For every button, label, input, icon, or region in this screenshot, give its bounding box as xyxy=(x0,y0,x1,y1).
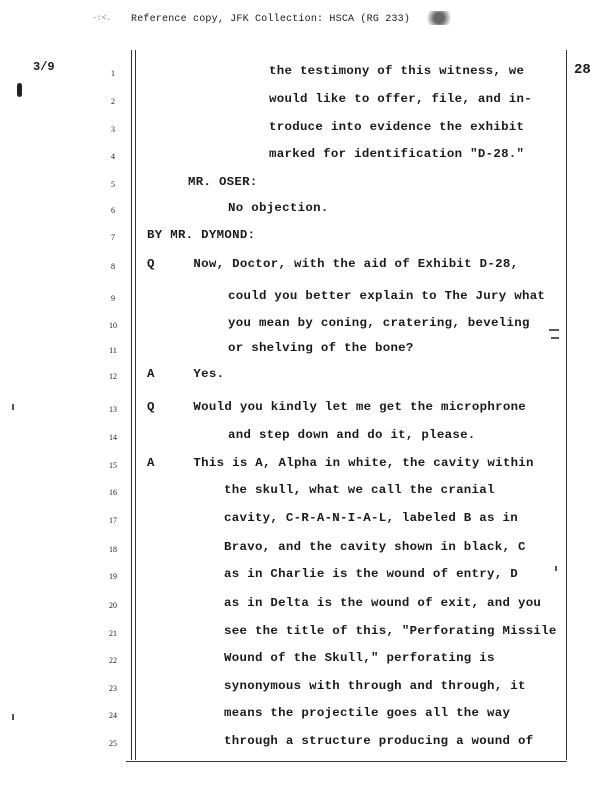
binder-hole-mark xyxy=(17,83,22,97)
line-number: 15 xyxy=(109,461,117,470)
transcript-line: means the projectile goes all the way xyxy=(224,706,511,720)
transcript-line: see the title of this, "Perforating Missile xyxy=(224,624,557,638)
line-number: 12 xyxy=(109,372,117,381)
corner-mark: -:<. xyxy=(92,14,112,23)
line-number: 24 xyxy=(109,711,117,720)
line-number: 19 xyxy=(109,572,117,581)
line-number: 6 xyxy=(111,206,115,215)
line-number: 3 xyxy=(111,125,115,134)
transcript-line: marked for identification "D-28." xyxy=(269,147,525,161)
scan-speck xyxy=(12,714,14,720)
scan-speck xyxy=(12,404,14,410)
line-number: 16 xyxy=(109,488,117,497)
line-number: 22 xyxy=(109,656,117,665)
line-number: 11 xyxy=(109,346,117,355)
line-number: 20 xyxy=(109,601,117,610)
transcript-line: No objection. xyxy=(228,201,329,215)
transcript-line: cavity, C-R-A-N-I-A-L, labeled B as in xyxy=(224,511,518,525)
scan-speck xyxy=(551,337,559,339)
line-number: 14 xyxy=(109,433,117,442)
right-margin-rule xyxy=(566,50,567,760)
line-number: 8 xyxy=(111,262,115,271)
line-number: 9 xyxy=(111,294,115,303)
transcript-line: as in Charlie is the wound of entry, D xyxy=(224,567,518,581)
transcript-line: as in Delta is the wound of exit, and you xyxy=(224,596,542,610)
transcript-line: troduce into evidence the exhibit xyxy=(269,120,525,134)
scan-speck xyxy=(555,566,557,571)
transcript-line: the testimony of this witness, we xyxy=(269,64,525,78)
reference-header: Reference copy, JFK Collection: HSCA (RG 233) xyxy=(131,14,411,25)
line-number: 4 xyxy=(111,152,115,161)
side-reference: 3/9 xyxy=(33,60,55,74)
transcript-line: the skull, what we call the cranial xyxy=(224,483,495,497)
transcript-line: A Yes. xyxy=(147,367,225,381)
line-number: 1 xyxy=(111,69,115,78)
line-number: 25 xyxy=(109,739,117,748)
line-number: 10 xyxy=(109,321,117,330)
transcript-line: you mean by coning, cratering, beveling xyxy=(228,316,530,330)
transcript-line: Q Now, Doctor, with the aid of Exhibit D-28, xyxy=(147,257,519,271)
bottom-rule xyxy=(126,761,567,762)
transcript-line: BY MR. DYMOND: xyxy=(147,228,256,242)
line-number: 13 xyxy=(109,405,117,414)
line-number: 5 xyxy=(111,180,115,189)
transcript-line: MR. OSER: xyxy=(188,175,258,189)
transcript-line: would like to offer, file, and in- xyxy=(269,92,533,106)
transcript-line: Bravo, and the cavity shown in black, C xyxy=(224,540,526,554)
line-number: 18 xyxy=(109,545,117,554)
line-number: 23 xyxy=(109,684,117,693)
left-margin-double-rule-outer xyxy=(131,50,132,760)
transcript-line: through a structure producing a wound of xyxy=(224,734,534,748)
transcript-line: or shelving of the bone? xyxy=(228,341,414,355)
transcript-line: Wound of the Skull," perforating is xyxy=(224,651,495,665)
transcript-line: could you better explain to The Jury what xyxy=(228,289,546,303)
transcript-line: A This is A, Alpha in white, the cavity within xyxy=(147,456,534,470)
left-margin-double-rule-inner xyxy=(135,50,136,760)
line-number: 2 xyxy=(111,97,115,106)
line-number: 21 xyxy=(109,629,117,638)
transcript-line: and step down and do it, please. xyxy=(228,428,476,442)
scan-speck xyxy=(549,329,559,331)
transcript-line: Q Would you kindly let me get the microphrone xyxy=(147,400,527,414)
line-number: 17 xyxy=(109,516,117,525)
transcript-line: synonymous with through and through, it xyxy=(224,679,526,693)
ink-stamp xyxy=(424,11,454,25)
page-number: 28 xyxy=(574,62,591,78)
line-number: 7 xyxy=(111,233,115,242)
